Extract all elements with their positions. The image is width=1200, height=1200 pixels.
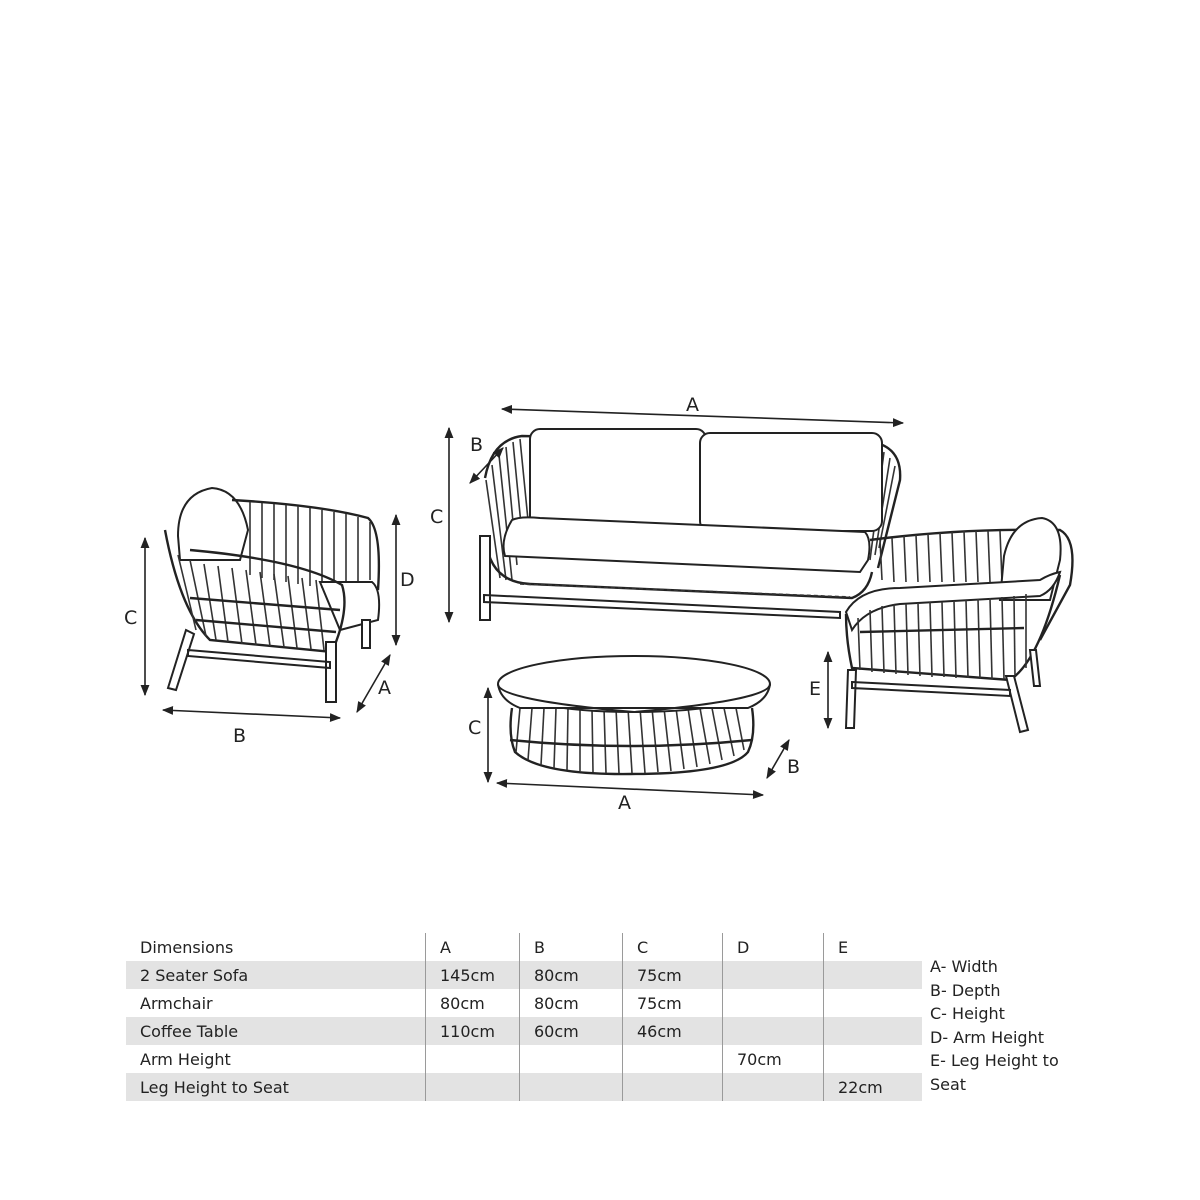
armchair-right-leg-height-label: E bbox=[809, 678, 822, 700]
table-cell: 80cm bbox=[426, 989, 520, 1017]
table-header-cell: D bbox=[723, 933, 824, 961]
coffee-table-width-label: A bbox=[618, 792, 631, 814]
coffee-table-height-label: C bbox=[468, 717, 482, 739]
table-cell bbox=[824, 1045, 923, 1073]
table-cell: 22cm bbox=[824, 1073, 923, 1101]
table-cell: 2 Seater Sofa bbox=[126, 961, 426, 989]
table-cell bbox=[426, 1073, 520, 1101]
table-cell: 110cm bbox=[426, 1017, 520, 1045]
table-header-cell: C bbox=[623, 933, 723, 961]
table-header-cell: B bbox=[520, 933, 623, 961]
table-row bbox=[126, 1073, 922, 1101]
armchair-left-arm-height-label: D bbox=[400, 569, 415, 591]
table-header-cell: E bbox=[824, 933, 923, 961]
dimension-legend bbox=[930, 955, 1059, 1096]
coffee-table-depth-label: B bbox=[787, 756, 801, 778]
table-row bbox=[126, 989, 922, 1017]
table-cell bbox=[824, 1017, 923, 1045]
table-cell bbox=[426, 1045, 520, 1073]
table-cell: 46cm bbox=[623, 1017, 723, 1045]
table-cell bbox=[723, 989, 824, 1017]
table-cell: Leg Height to Seat bbox=[126, 1073, 426, 1101]
legend-item: E- Leg Height to bbox=[930, 1051, 1059, 1070]
table-cell: 70cm bbox=[723, 1045, 824, 1073]
sofa-depth-label: B bbox=[470, 434, 484, 456]
table-cell bbox=[824, 961, 923, 989]
armchair-right-back-ropes bbox=[880, 531, 1002, 582]
table-cell bbox=[520, 1073, 623, 1101]
armchair-left-height-label: C bbox=[124, 607, 138, 629]
table-cell: 75cm bbox=[623, 961, 723, 989]
coffee-table-base-ropes bbox=[516, 708, 744, 773]
table-cell: 75cm bbox=[623, 989, 723, 1017]
sofa-height-label: C bbox=[430, 506, 444, 528]
table-cell: 60cm bbox=[520, 1017, 623, 1045]
table-cell bbox=[623, 1073, 723, 1101]
legend-item: Seat bbox=[930, 1074, 967, 1094]
armchair-left-back-cushion bbox=[178, 488, 248, 560]
sofa-back-cushion-left bbox=[530, 429, 706, 527]
table-cell bbox=[623, 1045, 723, 1073]
legend-item: C- Height bbox=[930, 1004, 1005, 1023]
sofa-width-label: A bbox=[686, 394, 699, 416]
table-header-cell: Dimensions bbox=[140, 937, 234, 957]
armchair-left-width-label: A bbox=[378, 677, 391, 699]
table-header-row bbox=[126, 933, 922, 961]
sofa-drawing bbox=[430, 394, 903, 622]
table-cell: Coffee Table bbox=[126, 1017, 426, 1045]
table-row bbox=[126, 961, 922, 989]
armchair-left-depth-label: B bbox=[233, 725, 247, 747]
armchair-left-drawing bbox=[124, 488, 415, 747]
legend-item: D- Arm Height bbox=[930, 1027, 1044, 1047]
legend-item: A- Width bbox=[930, 957, 998, 976]
dimensions-table bbox=[126, 933, 922, 1101]
table-row bbox=[126, 1045, 922, 1073]
table-header-cell: A bbox=[426, 933, 520, 961]
table-cell bbox=[824, 989, 923, 1017]
table-row bbox=[126, 1017, 922, 1045]
table-cell: 80cm bbox=[520, 989, 623, 1017]
coffee-table-drawing bbox=[468, 656, 800, 814]
table-cell bbox=[723, 1073, 824, 1101]
table-cell bbox=[723, 961, 824, 989]
table-cell bbox=[723, 1017, 824, 1045]
table-cell bbox=[520, 1045, 623, 1073]
table-cell: 80cm bbox=[520, 961, 623, 989]
legend-item: B- Depth bbox=[930, 980, 1001, 1000]
sofa-back-cushion-right bbox=[700, 433, 882, 531]
table-cell: Arm Height bbox=[140, 1049, 231, 1069]
table-cell: Armchair bbox=[140, 993, 213, 1013]
table-cell: 145cm bbox=[426, 961, 520, 989]
